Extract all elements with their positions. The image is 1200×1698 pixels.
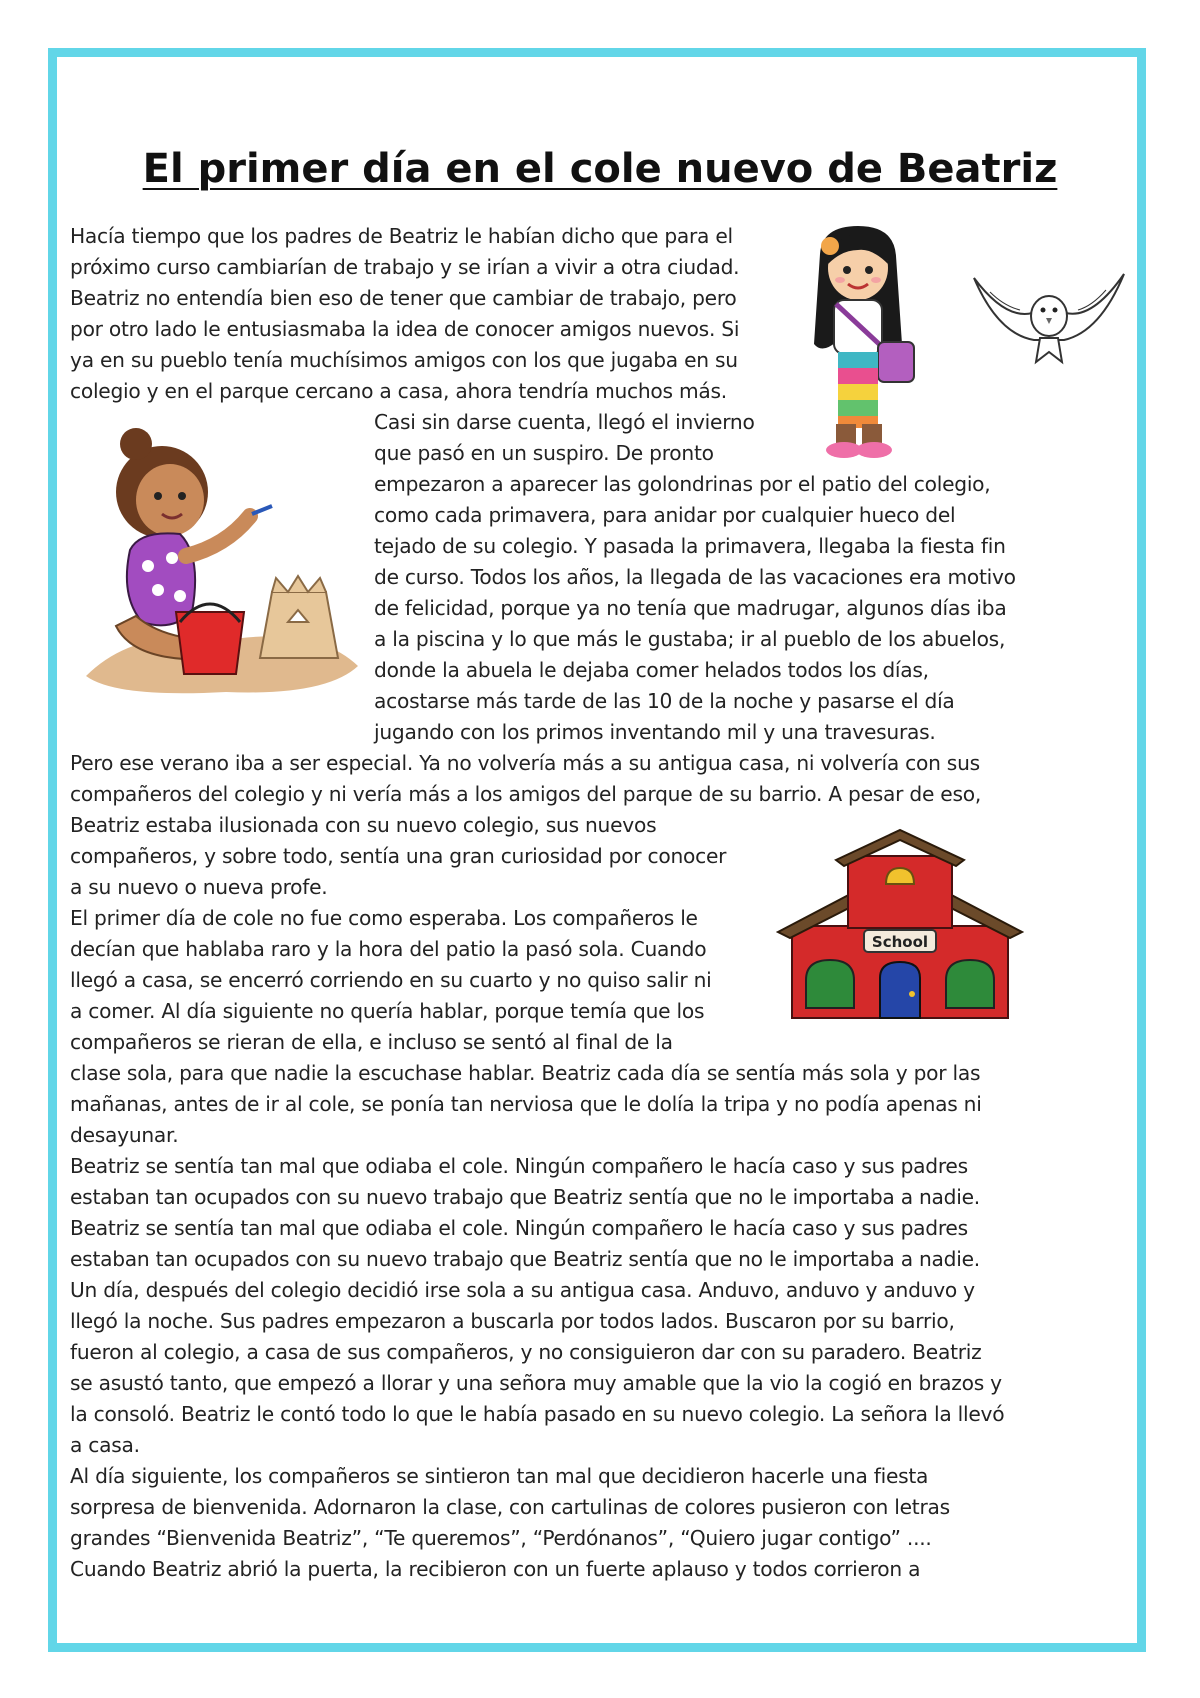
story-line: Cuando Beatriz abrió la puerta, la recibieron con un fuerte aplauso y todos corrieron a — [70, 1557, 921, 1581]
story-line: a casa. — [70, 1433, 140, 1457]
story-line: a comer. Al día siguiente no quería hablar, porque temía que los — [70, 999, 705, 1023]
story-line: fueron al colegio, a casa de sus compañeros, y no consiguieron dar con su paradero. Beatriz — [70, 1340, 982, 1364]
story-line: de felicidad, porque ya no tenía que madrugar, algunos días iba — [374, 596, 1007, 620]
story-line: llegó la noche. Sus padres empezaron a buscarla por todos lados. Buscaron por su barrio, — [70, 1309, 955, 1333]
story-line: colegio y en el parque cercano a casa, ahora tendría muchos más. — [70, 379, 727, 403]
story-line: desayunar. — [70, 1123, 179, 1147]
girl-illustration — [792, 224, 928, 460]
story-line: Al día siguiente, los compañeros se sintieron tan mal que decidieron hacerle una fiesta — [70, 1464, 929, 1488]
story-line: mañanas, antes de ir al cole, se ponía tan nerviosa que le dolía la tripa y no podía apenas ni — [70, 1092, 982, 1116]
story-line: compañeros, y sobre todo, sentía una gran curiosidad por conocer — [70, 844, 727, 868]
story-line: llegó a casa, se encerró corriendo en su cuarto y no quiso salir ni — [70, 968, 712, 992]
story-line: estaban tan ocupados con su nuevo trabajo que Beatriz sentía que no le importaba a nadie. — [70, 1247, 980, 1271]
story-line: Beatriz no entendía bien eso de tener que cambiar de trabajo, pero — [70, 286, 737, 310]
story-line: como cada primavera, para anidar por cualquier hueco del — [374, 503, 956, 527]
story-line: decían que hablaba raro y la hora del patio la pasó sola. Cuando — [70, 937, 707, 961]
story-line: por otro lado le entusiasmaba la idea de conocer amigos nuevos. Si — [70, 317, 740, 341]
story-line: compañeros del colegio y ni vería más a los amigos del parque de su barrio. A pesar de eso, — [70, 782, 981, 806]
story-line: Beatriz se sentía tan mal que odiaba el cole. Ningún compañero le hacía caso y sus padres — [70, 1154, 968, 1178]
story-line: ya en su pueblo tenía muchísimos amigos con los que jugaba en su — [70, 348, 738, 372]
story-line: jugando con los primos inventando mil y una travesuras. — [374, 720, 936, 744]
story-line: Hacía tiempo que los padres de Beatriz le habían dicho que para el — [70, 224, 733, 248]
story-line: la consoló. Beatriz le contó todo lo que le había pasado en su nuevo colegio. La señora la llevó — [70, 1402, 1005, 1426]
story-line: El primer día de cole no fue como esperaba. Los compañeros le — [70, 906, 698, 930]
page-title: El primer día en el cole nuevo de Beatriz — [142, 146, 1058, 192]
story-line: Un día, después del colegio decidió irse sola a su antigua casa. Anduvo, anduvo y anduvo y — [70, 1278, 975, 1302]
story-line: Pero ese verano iba a ser especial. Ya no volvería más a su antigua casa, ni volvería con sus — [70, 751, 980, 775]
story-line: que pasó en un suspiro. De pronto — [374, 441, 714, 465]
story-line: tejado de su colegio. Y pasada la primavera, llegaba la fiesta fin — [374, 534, 1006, 558]
school-sign-text: School — [871, 933, 929, 951]
story-line: grandes “Bienvenida Beatriz”, “Te queremos”, “Perdónanos”, “Quiero jugar contigo” .... — [70, 1526, 932, 1550]
story-line: se asustó tanto, que empezó a llorar y una señora muy amable que la vio la cogió en brazos y — [70, 1371, 1002, 1395]
story-line: compañeros se rieran de ella, e incluso se sentó al final de la — [70, 1030, 673, 1054]
bird-illustration — [970, 266, 1128, 368]
story-line: sorpresa de bienvenida. Adornaron la clase, con cartulinas de colores pusieron con letras — [70, 1495, 950, 1519]
story-line: estaban tan ocupados con su nuevo trabajo que Beatriz sentía que no le importaba a nadie. — [70, 1185, 980, 1209]
story-line: empezaron a aparecer las golondrinas por el patio del colegio, — [374, 472, 991, 496]
story-line: Beatriz estaba ilusionada con su nuevo colegio, sus nuevos — [70, 813, 657, 837]
story-line: próximo curso cambiarían de trabajo y se irían a vivir a otra ciudad. — [70, 255, 740, 279]
story-line: Casi sin darse cuenta, llegó el invierno — [374, 410, 755, 434]
story-line: donde la abuela le dejaba comer helados todos los días, — [374, 658, 929, 682]
story-line: de curso. Todos los años, la llegada de las vacaciones era motivo — [374, 565, 1016, 589]
story-line: clase sola, para que nadie la escuchase hablar. Beatriz cada día se sentía más sola y por las — [70, 1061, 981, 1085]
story-line: Beatriz se sentía tan mal que odiaba el cole. Ningún compañero le hacía caso y sus padres — [70, 1216, 968, 1240]
story-line: a la piscina y lo que más le gustaba; ir al pueblo de los abuelos, — [374, 627, 1006, 651]
school-illustration — [776, 828, 1024, 1022]
story-line: a su nuevo o nueva profe. — [70, 875, 328, 899]
story-line: acostarse más tarde de las 10 de la noche y pasarse el día — [374, 689, 955, 713]
beach-girl-illustration — [76, 426, 362, 700]
